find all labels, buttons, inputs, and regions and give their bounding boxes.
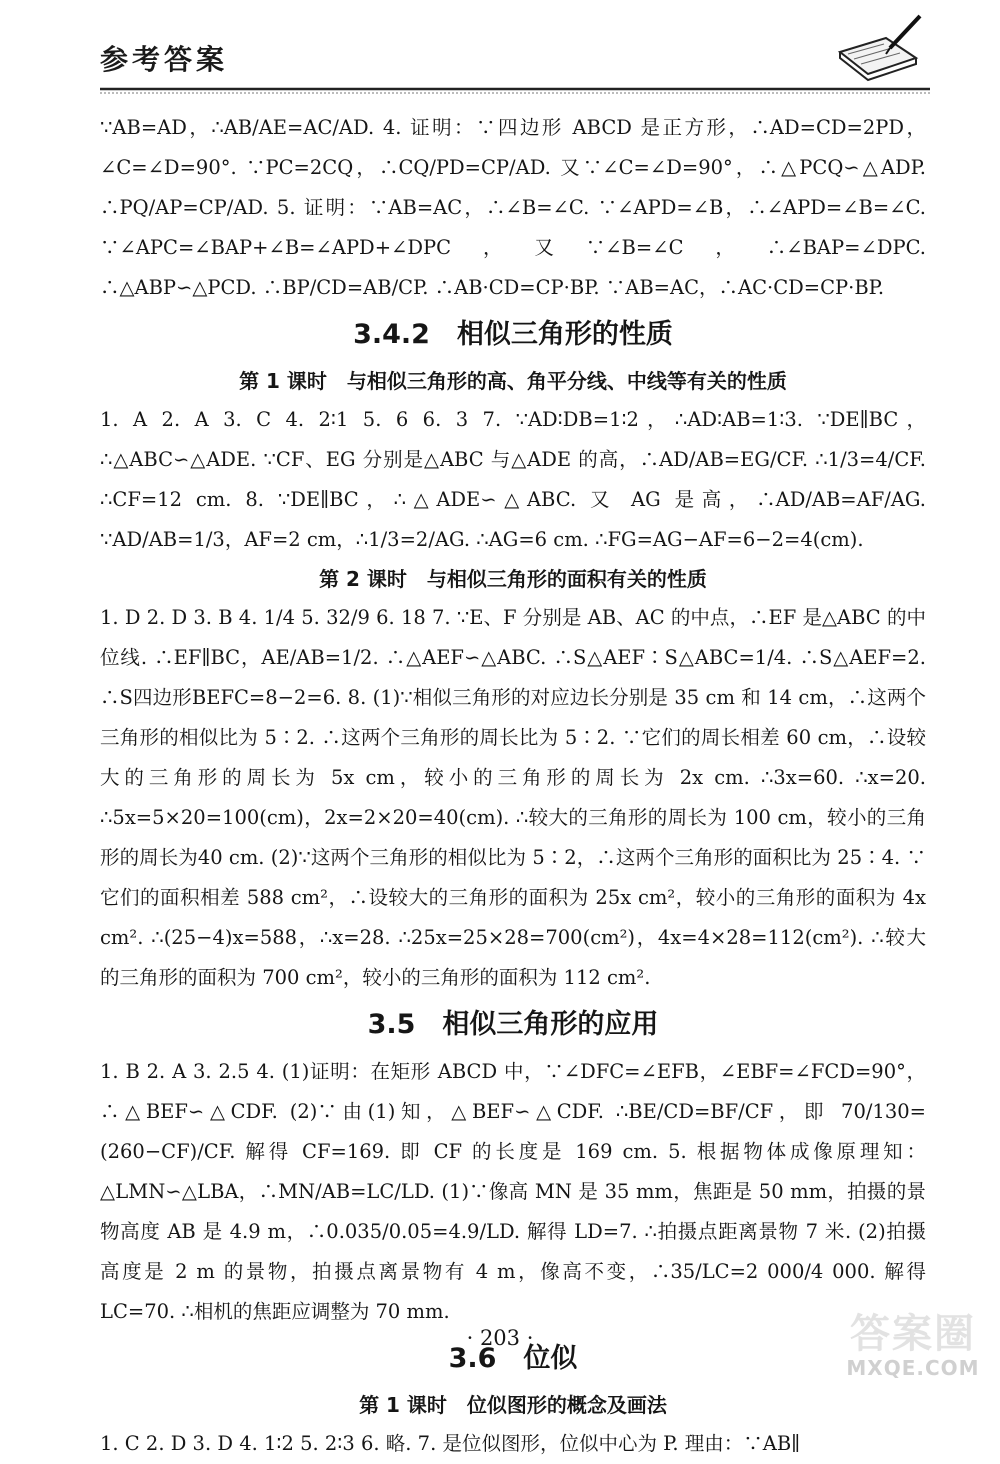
lesson-heading: 第 1 课时 位似图形的概念及画法 [359,1393,667,1417]
lesson-heading: 第 1 课时 与相似三角形的高、角平分线、中线等有关的性质 [239,369,787,393]
header-title: 参考答案 [100,43,229,76]
section-heading: 3.5 相似三角形的应用 [367,1009,659,1040]
watermark-logo [838,1302,988,1382]
page-number: · 203 · [466,1326,534,1350]
answer-paragraph: 1. D 2. D 3. B 4. 1/4 5. 32/9 6. 18 7. ∵E、F 分别是 AB、AC 的中点，∴EF 是△ABC 的中位线. ∴EF∥BC，AE/AB=1/2. ∴△AEF∽△ABC. ∴S△AEF∶S△ABC=1/4. ∴S△AEF=2. ∴S四边形BEFC=8−2=6. 8. (1)∵相似三角形的对应边长分别是 35 cm 和 14 cm，∴这两个三角形的相似比为 5∶2. ∴这两个三角形的周长比为 5∶2. ∵它们的周长相差 60 cm，∴设较大的三角形的周长为 5x cm，较小的三角形的周长为 2x cm. ∴3x=60. ∴x=20. ∴5x=5×20=100(cm)，2x=2×20=40(cm). ∴较大的三角形的周长为 100 cm，较小的三角形的周长为40 cm. (2)∵这两个三角形的相似比为 5∶2，∴这两个三角形的面积比为 25∶4. ∵它们的面积相差 588 cm²，∴设较大的三角形的面积为 25x cm²，较小的三角形的面积为 4x cm². ∴(25−4)x=588，∴x=28. ∴25x=25×28=700(cm²)，4x=4×28=112(cm²). ∴较大的三角形的面积为 700 cm²，较小的三角形的面积为 112 cm². [100,606,926,989]
section-heading: 3.6 位似 [448,1343,578,1374]
answer-content [100,108,926,1464]
answer-paragraph: ∵AB=AD，∴AB/AE=AC/AD. 4. 证明：∵四边形 ABCD 是正方形，∴AD=CD=2PD，∠C=∠D=90°. ∵PC=2CQ，∴CQ/PD=CP/AD. 又∵∠C=∠D=90°，∴△PCQ∽△ADP. ∴PQ/AP=CP/AD. 5. 证明：∵AB=AC，∴∠B=∠C. ∵∠APD=∠B，∴∠APD=∠B=∠C. ∵∠APC=∠BAP+∠B=∠APD+∠DPC，又∵∠B=∠C，∴∠BAP=∠DPC. ∴△ABP∽△PCD. ∴BP/CD=AB/CP. ∴AB·CD=CP·BP. ∵AB=AC，∴AC·CD=CP·BP. [100,116,926,299]
notebook-pen-icon [828,8,928,88]
answer-paragraph: 1. C 2. D 3. D 4. 1∶2 5. 2∶3 6. 略. 7. 是位似图形，位似中心为 P. 理由：∵AB∥ [100,1432,801,1455]
answer-paragraph: 1. B 2. A 3. 2.5 4. (1)证明：在矩形 ABCD 中，∵∠DFC=∠EFB，∠EBF=∠FCD=90°，∴△BEF∽△CDF. (2)∵由(1)知，△BEF∽△CDF. ∴BE/CD=BF/CF，即 70/130=(260−CF)/CF. 解得 CF=169. 即 CF 的长度是 169 cm. 5. 根据物体成像原理知：△LMN∽△LBA，∴MN/AB=LC/LD. (1)∵像高 MN 是 35 mm，焦距是 50 mm，拍摄的景物高度 AB 是 4.9 m，∴0.035/0.05=4.9/LD. 解得 LD=7. ∴拍摄点距离景物 7 米. (2)拍摄高度是 2 m 的景物，拍摄点离景物有 4 m，像高不变，∴35/LC=2 000/4 000. 解得 LC=70. ∴相机的焦距应调整为 70 mm. [100,1060,926,1323]
section-heading: 3.4.2 相似三角形的性质 [353,319,673,350]
watermark-url: MXQE.COM [846,1356,980,1380]
lesson-heading: 第 2 课时 与相似三角形的面积有关的性质 [319,567,707,591]
header-divider [100,86,930,96]
watermark-text: 答案圈 [850,1311,976,1357]
answer-paragraph: 1. A 2. A 3. C 4. 2∶1 5. 6 6. 3 7. ∵AD∶DB=1∶2，∴AD∶AB=1∶3. ∵DE∥BC，∴△ABC∽△ADE. ∵CF、EG 分别是△ABC 与△ADE 的高，∴AD/AB=EG/CF. ∴1/3=4/CF. ∴CF=12 cm. 8. ∵DE∥BC，∴△ADE∽△ABC. 又 AG 是高，∴AD/AB=AF/AG. ∵AD/AB=1/3，AF=2 cm，∴1/3=2/AG. ∴AG=6 cm. ∴FG=AG−AF=6−2=4(cm). [100,408,926,551]
page-header [0,0,1000,110]
